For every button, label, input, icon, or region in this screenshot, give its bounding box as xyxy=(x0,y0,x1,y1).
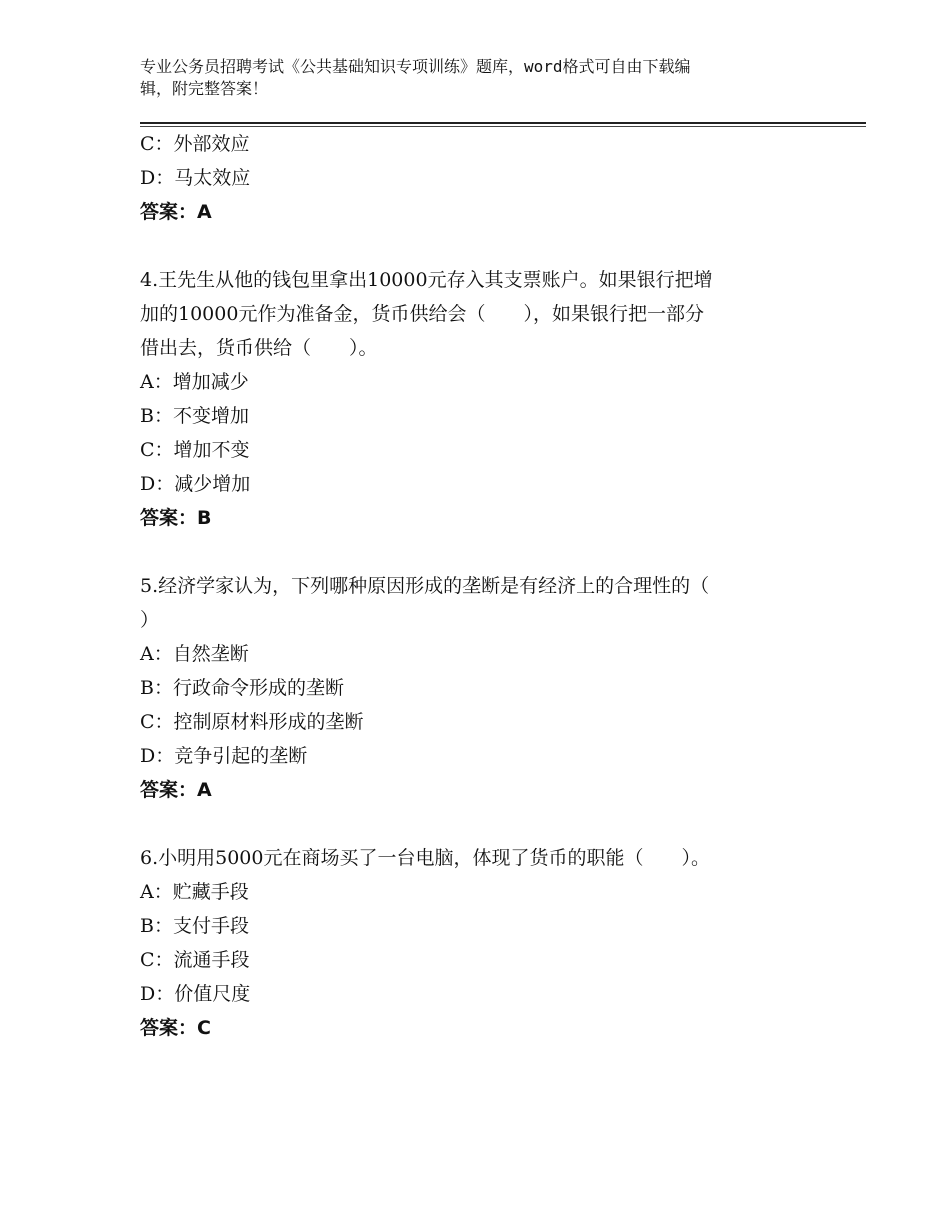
option-c: C：外部效应 xyxy=(140,133,250,155)
question-text-line: 4.王先生从他的钱包里拿出10000元存入其支票账户。如果银行把增 xyxy=(140,269,713,291)
question-3-continuation xyxy=(140,127,800,229)
question-text-line: 5.经济学家认为，下列哪种原因形成的垄断是有经济上的合理性的（ xyxy=(140,575,710,597)
option-b: B：支付手段 xyxy=(140,915,249,937)
header-line-1: 专业公务员招聘考试《公共基础知识专项训练》题库，word格式可自由下载编 xyxy=(140,57,691,76)
option-c: C：增加不变 xyxy=(140,439,250,461)
question-text-line: 加的10000元作为准备金，货币供给会（ ），如果银行把一部分 xyxy=(140,303,704,325)
answer-label: 答案：C xyxy=(140,1017,211,1039)
answer-label: 答案：A xyxy=(140,779,212,801)
question-6 xyxy=(140,841,800,1045)
header-line-2: 辑，附完整答案！ xyxy=(140,79,269,98)
spacer xyxy=(140,535,800,569)
question-text-line: 6.小明用5000元在商场买了一台电脑，体现了货币的职能（ ）。 xyxy=(140,847,710,869)
option-d: D：竞争引起的垄断 xyxy=(140,745,308,767)
option-d: D：价值尺度 xyxy=(140,983,251,1005)
option-b: B：行政命令形成的垄断 xyxy=(140,677,344,699)
page-header xyxy=(140,56,840,100)
answer-label: 答案：A xyxy=(140,201,212,223)
question-list xyxy=(140,127,800,1045)
option-b: B：不变增加 xyxy=(140,405,249,427)
spacer xyxy=(140,229,800,263)
option-c: C：流通手段 xyxy=(140,949,250,971)
option-c: C：控制原材料形成的垄断 xyxy=(140,711,364,733)
option-d: D：减少增加 xyxy=(140,473,251,495)
option-a: A：增加减少 xyxy=(140,371,249,393)
header-divider-thick xyxy=(140,122,866,124)
spacer xyxy=(140,807,800,841)
answer-label: 答案：B xyxy=(140,507,212,529)
question-text-line: 借出去，货币供给（ ）。 xyxy=(140,337,378,359)
question-4 xyxy=(140,263,800,535)
question-text-line: ） xyxy=(140,609,160,631)
option-d: D：马太效应 xyxy=(140,167,251,189)
option-a: A：自然垄断 xyxy=(140,643,249,665)
option-a: A：贮藏手段 xyxy=(140,881,249,903)
question-5 xyxy=(140,569,800,807)
